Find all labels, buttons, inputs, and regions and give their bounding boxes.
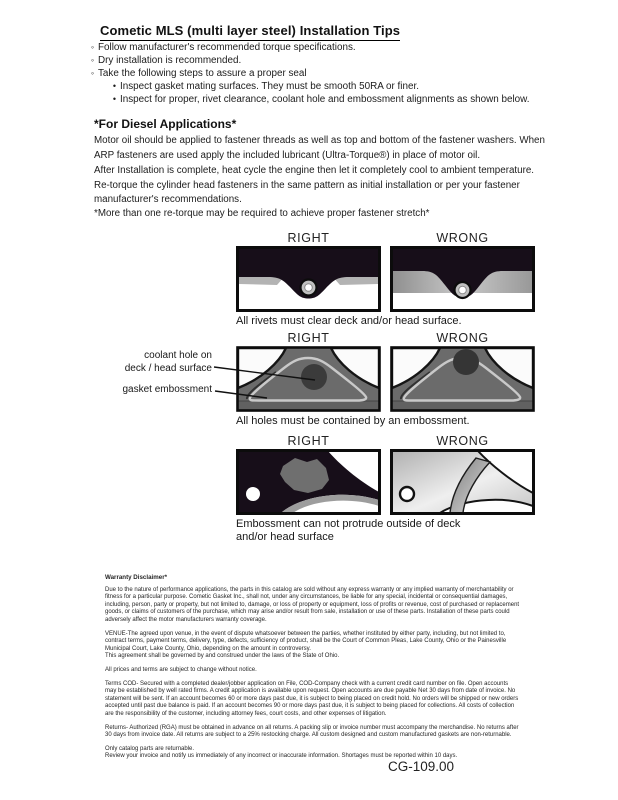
tip-item bbox=[88, 54, 568, 67]
diesel-paragraph: After Installation is complete, heat cycle the engine then let it completely cool to ambient temperature. Re-torque the cylinder head fasteners in the same pattern as initial installation or per your fastener manufacturer's recommendations. bbox=[94, 165, 535, 205]
tip-text: Inspect gasket mating surfaces. They must be smooth 50RA or finer. bbox=[120, 81, 419, 92]
right-label: RIGHT bbox=[287, 331, 330, 345]
tip-text: Dry installation is recommended. bbox=[98, 55, 242, 66]
callout-gasket-embossment bbox=[88, 384, 212, 397]
diagram-caption: All rivets must clear deck and/or head surface. bbox=[236, 315, 462, 327]
embossment-wrong-panel-image bbox=[390, 346, 535, 412]
diagram-labels bbox=[236, 331, 535, 346]
tip-item bbox=[88, 67, 568, 80]
diagram-labels bbox=[236, 231, 535, 246]
retorque-note: *More than one re-torque may be required to achieve proper fastener stretch* bbox=[94, 208, 430, 219]
callout-coolant-hole bbox=[88, 350, 212, 375]
installation-tips-list bbox=[88, 41, 568, 106]
rivet-right-panel-image bbox=[236, 246, 381, 312]
warranty-paragraph: Review your invoice and notify us immediately of any incorrect or inaccurate information. Shortages must be reported within 10 days. bbox=[105, 753, 458, 760]
open-bullet-icon: ◦ bbox=[90, 68, 95, 78]
callout-text-line: gasket embossment bbox=[122, 384, 212, 395]
page-code: CG-109.00 bbox=[388, 759, 455, 774]
warranty-paragraph: Terms COD- Secured with a completed dealer/jobber application on File, COD-Company check with a current credit card number on file. Open accounts may be established by well rated firms. A credit application is available upon request. Open accounts are due payable Net 30 days from date of invoice. No statement will be sent. If an account becomes 60 or more days past due, it is subject to being placed on credit hold. No orders will be shipped or new orders accepted until past due balance is paid. If an account becomes 90 or more days past due, it is subject to being placed for collections. All costs of collection are the responsibility of the customer, including attorney fees, court costs, and other expenses of litigation. bbox=[105, 680, 519, 717]
protrusion-wrong-panel-image bbox=[390, 449, 535, 515]
callout-leader-lines bbox=[210, 350, 325, 408]
protrusion-right-panel-image bbox=[236, 449, 381, 515]
diesel-paragraph: Motor oil should be applied to fastener threads as well as top and bottom of the fastener washers. When ARP fasteners are used apply the included lubricant (Ultra-Torque®) in place of motor oil. bbox=[94, 135, 545, 161]
diagram-caption: Embossment can not protrude outside of deck and/or head surface bbox=[236, 518, 461, 543]
tip-text: Follow manufacturer's recommended torque specifications. bbox=[98, 42, 356, 53]
warranty-paragraph: Only catalog parts are returnable. bbox=[105, 745, 195, 752]
filled-bullet-icon: • bbox=[112, 94, 117, 104]
callout-text-line: coolant hole on bbox=[144, 350, 212, 361]
callout-text-line: deck / head surface bbox=[124, 362, 212, 374]
diagram-rivet-clearance bbox=[236, 231, 535, 327]
tip-text: Inspect for proper, rivet clearance, coolant hole and embossment alignments as shown below. bbox=[120, 94, 530, 105]
open-bullet-icon: ◦ bbox=[90, 42, 95, 52]
warranty-paragraph: All prices and terms are subject to change without notice. bbox=[105, 666, 257, 673]
tip-item bbox=[88, 41, 568, 54]
diagram-caption: All holes must be contained by an embossment. bbox=[236, 415, 470, 427]
tip-sub-item bbox=[88, 93, 568, 106]
rivet-wrong-panel-image bbox=[390, 246, 535, 312]
diesel-section-heading: *For Diesel Applications* bbox=[94, 117, 237, 131]
wrong-label: WRONG bbox=[436, 434, 489, 448]
tip-text: Take the following steps to assure a proper seal bbox=[98, 68, 307, 79]
page-title-text: Cometic MLS (multi layer steel) Installation Tips bbox=[100, 23, 400, 41]
wrong-label: WRONG bbox=[436, 231, 489, 245]
warranty-disclaimer-section bbox=[105, 574, 521, 767]
warranty-paragraph: This agreement shall be governed by and construed under the laws of the State of Ohio. bbox=[105, 653, 340, 660]
right-label: RIGHT bbox=[287, 434, 330, 448]
diagram-panels bbox=[236, 246, 535, 312]
open-bullet-icon: ◦ bbox=[90, 55, 95, 65]
diagram-embossment-protrusion bbox=[236, 434, 535, 543]
page-title bbox=[100, 22, 400, 41]
right-label: RIGHT bbox=[287, 231, 330, 245]
filled-bullet-icon: • bbox=[112, 81, 117, 91]
diagram-panels bbox=[236, 449, 535, 515]
warranty-paragraph: VENUE-The agreed upon venue, in the event of dispute whatsoever between the parties, whether instituted by either party, including, but not limited to, contract terms, payment terms, delivery, type, defects, sufficiency of product, shall be the Court of Common Pleas, Lake County, Ohio or the Painesville Municipal Court, Lake County, Ohio, depending on the amount in controversy. bbox=[105, 630, 507, 652]
warranty-heading: Warranty Disclaimer* bbox=[105, 574, 168, 581]
wrong-label: WRONG bbox=[436, 331, 489, 345]
warranty-paragraph: Returns- Authorized (RGA) must be obtained in advance on all returns. A packing slip or invoice number must accompany the merchandise. No returns after 30 days from invoice date. All returns are subject to a 25% restocking charge. All custom designed and custom manufactured gaskets are non-returnable. bbox=[105, 724, 519, 739]
warranty-paragraph: Due to the nature of performance applications, the parts in this catalog are sold without any express warranty or any implied warranty of merchantability or fitness for a particular purpose. Cometic Gasket Inc., shall not, under any circumstances, be liable for any special, incidental or consequential damages, including, person, party or property, but not limited to, damage, or loss of property or equipment, loss of profits or revenue, cost of purchased or replacement goods, or claims of customers of the purchase, which may arise and/or result from sale, installation or use of these parts. Installation of these parts could adversely affect the motor manufacturers warranty coverage. bbox=[105, 586, 520, 623]
diagram-labels bbox=[236, 434, 535, 449]
tip-sub-item bbox=[88, 80, 568, 93]
